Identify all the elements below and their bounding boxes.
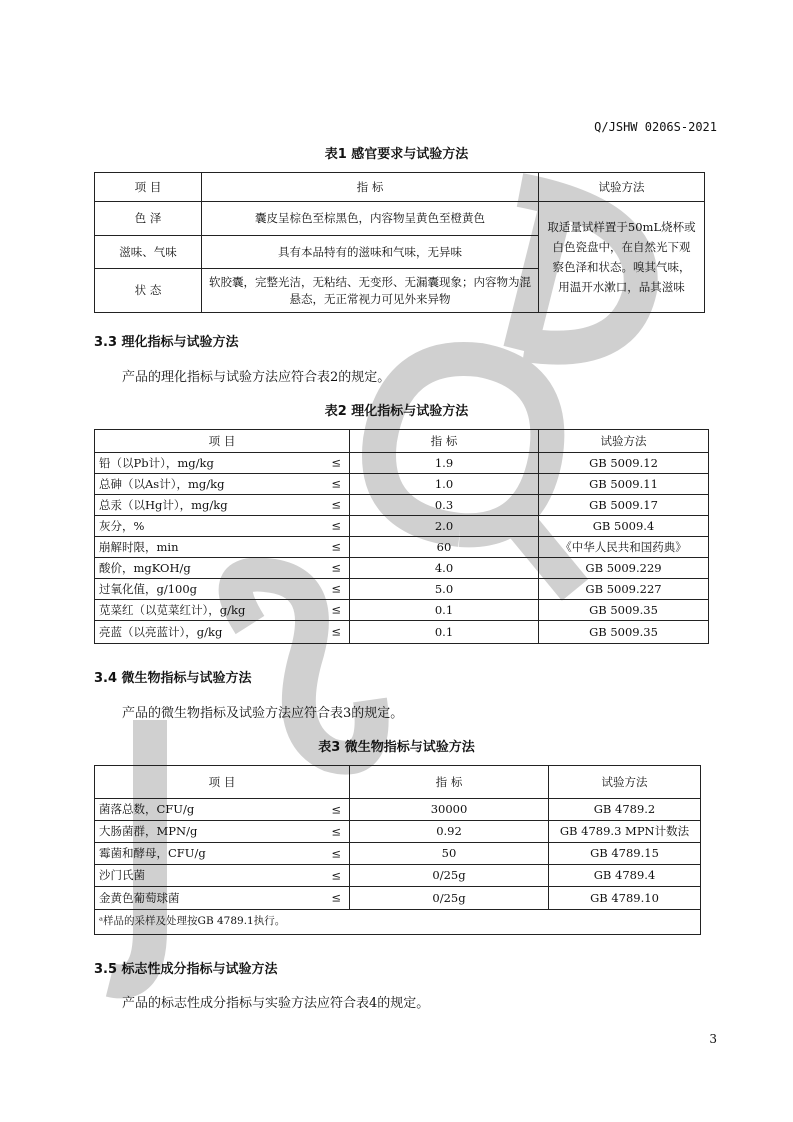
less-equal-symbol: ≤	[331, 602, 341, 617]
table2-value: 0.1	[350, 600, 539, 621]
less-equal-symbol: ≤	[331, 476, 341, 491]
table-row	[95, 537, 709, 558]
section-3-3-text: 产品的理化指标与试验方法应符合表2的规定。	[122, 370, 391, 385]
section-3-4-heading: 3.4 微生物指标与试验方法	[94, 671, 252, 686]
table2-method: GB 5009.35	[539, 621, 709, 644]
table-row	[95, 865, 701, 887]
table-row	[95, 821, 701, 843]
table1-item: 滋味、气味	[95, 236, 202, 269]
less-equal-symbol: ≤	[331, 802, 341, 817]
table2-method: GB 5009.17	[539, 495, 709, 516]
table-row	[95, 887, 701, 910]
table2-value: 60	[350, 537, 539, 558]
standard-code: Q/JSHW 0206S-2021	[594, 120, 717, 134]
table2-item: 总汞（以Hg计），mg/kg	[99, 497, 228, 512]
table2-value: 0.1	[350, 621, 539, 644]
table2-caption: 表2 理化指标与试验方法	[324, 404, 469, 419]
table1-item: 色 泽	[95, 202, 202, 236]
table-row	[95, 621, 709, 644]
section-3-5-heading: 3.5 标志性成分指标与试验方法	[94, 962, 278, 977]
less-equal-symbol: ≤	[331, 539, 341, 554]
table1-item: 状 态	[95, 269, 202, 313]
table-row	[95, 843, 701, 865]
table2-value: 2.0	[350, 516, 539, 537]
less-equal-symbol: ≤	[331, 846, 341, 861]
table2-value: 4.0	[350, 558, 539, 579]
table3-value: 0.92	[350, 821, 549, 843]
table2-item: 过氧化值，g/100g	[99, 581, 198, 596]
table3-item: 菌落总数，CFU/g	[99, 802, 195, 817]
less-equal-symbol: ≤	[331, 868, 341, 883]
table-row	[95, 558, 709, 579]
table-row	[95, 453, 709, 474]
table1-caption: 表1 感官要求与试验方法	[324, 147, 469, 162]
table1-method: 取适量试样置于50mL烧杯或白色瓷盘中，在自然光下观察色泽和状态。嗅其气味，用温开水漱口，品其滋味	[539, 202, 705, 313]
table3	[94, 765, 701, 935]
table-row	[95, 799, 701, 821]
table2-item: 灰分，%	[99, 518, 145, 533]
table2-method: GB 5009.12	[539, 453, 709, 474]
table-row	[95, 495, 709, 516]
less-equal-symbol: ≤	[331, 560, 341, 575]
table3-header-method: 试验方法	[549, 766, 701, 799]
table2-value: 0.3	[350, 495, 539, 516]
table2-header-method: 试验方法	[539, 430, 709, 453]
table2-header-item: 项 目	[95, 430, 350, 453]
table3-value: 50	[350, 843, 549, 865]
less-equal-symbol: ≤	[331, 890, 341, 905]
table2-method: GB 5009.229	[539, 558, 709, 579]
table3-item: 大肠菌群，MPN/g	[99, 824, 198, 839]
table1-header-method: 试验方法	[539, 173, 705, 202]
table2-item: 酸价，mgKOH/g	[99, 560, 191, 575]
table2-method: GB 5009.35	[539, 600, 709, 621]
table2-value: 1.9	[350, 453, 539, 474]
table1-header-item: 项 目	[95, 173, 202, 202]
table2-header-spec: 指 标	[350, 430, 539, 453]
table2-item: 总砷（以As计），mg/kg	[99, 476, 225, 491]
table2-value: 1.0	[350, 474, 539, 495]
table3-item: 金黄色葡萄球菌	[99, 890, 180, 905]
table3-method: GB 4789.3 MPN计数法	[549, 821, 701, 843]
table1-spec: 囊皮呈棕色至棕黑色，内容物呈黄色至橙黄色	[202, 202, 539, 236]
table2-item: 亮蓝（以亮蓝计），g/kg	[99, 624, 223, 639]
table2-value: 5.0	[350, 579, 539, 600]
less-equal-symbol: ≤	[331, 824, 341, 839]
table3-method: GB 4789.4	[549, 865, 701, 887]
table3-caption: 表3 微生物指标与试验方法	[318, 740, 475, 755]
table3-item: 霉菌和酵母，CFU/g	[99, 846, 206, 861]
table1-header-spec: 指 标	[202, 173, 539, 202]
table1-spec: 具有本品特有的滋味和气味，无异味	[202, 236, 539, 269]
table-row	[95, 516, 709, 537]
less-equal-symbol: ≤	[331, 455, 341, 470]
table2	[94, 429, 709, 644]
table2-item: 铅（以Pb计），mg/kg	[99, 455, 214, 470]
less-equal-symbol: ≤	[331, 624, 341, 639]
table3-header-item: 项 目	[95, 766, 350, 799]
less-equal-symbol: ≤	[331, 518, 341, 533]
table3-method: GB 4789.2	[549, 799, 701, 821]
table2-method: GB 5009.11	[539, 474, 709, 495]
table3-item: 沙门氏菌	[99, 868, 145, 883]
table2-method: GB 5009.227	[539, 579, 709, 600]
table2-method: 《中华人民共和国药典》	[539, 537, 709, 558]
table1-spec: 软胶囊，完整光洁，无粘结、无变形、无漏囊现象；内容物为混悬态，无正常视力可见外来异物	[202, 269, 539, 313]
table-row	[95, 600, 709, 621]
table-row	[95, 474, 709, 495]
table2-method: GB 5009.4	[539, 516, 709, 537]
table3-value: 0/25g	[350, 865, 549, 887]
table3-footnote: ᵃ样品的采样及处理按GB 4789.1执行。	[95, 910, 701, 935]
table3-value: 30000	[350, 799, 549, 821]
table3-method: GB 4789.15	[549, 843, 701, 865]
section-3-4-text: 产品的微生物指标及试验方法应符合表3的规定。	[122, 706, 404, 721]
table2-item: 苋菜红（以苋菜红计），g/kg	[99, 602, 246, 617]
table2-item: 崩解时限，min	[99, 539, 179, 554]
section-3-5-text: 产品的标志性成分指标与实验方法应符合表4的规定。	[122, 996, 430, 1011]
table-row	[95, 579, 709, 600]
table1	[94, 172, 705, 313]
section-3-3-heading: 3.3 理化指标与试验方法	[94, 335, 239, 350]
table3-method: GB 4789.10	[549, 887, 701, 910]
page-number: 3	[709, 1032, 717, 1046]
less-equal-symbol: ≤	[331, 497, 341, 512]
table3-header-spec: 指 标	[350, 766, 549, 799]
less-equal-symbol: ≤	[331, 581, 341, 596]
table3-value: 0/25g	[350, 887, 549, 910]
